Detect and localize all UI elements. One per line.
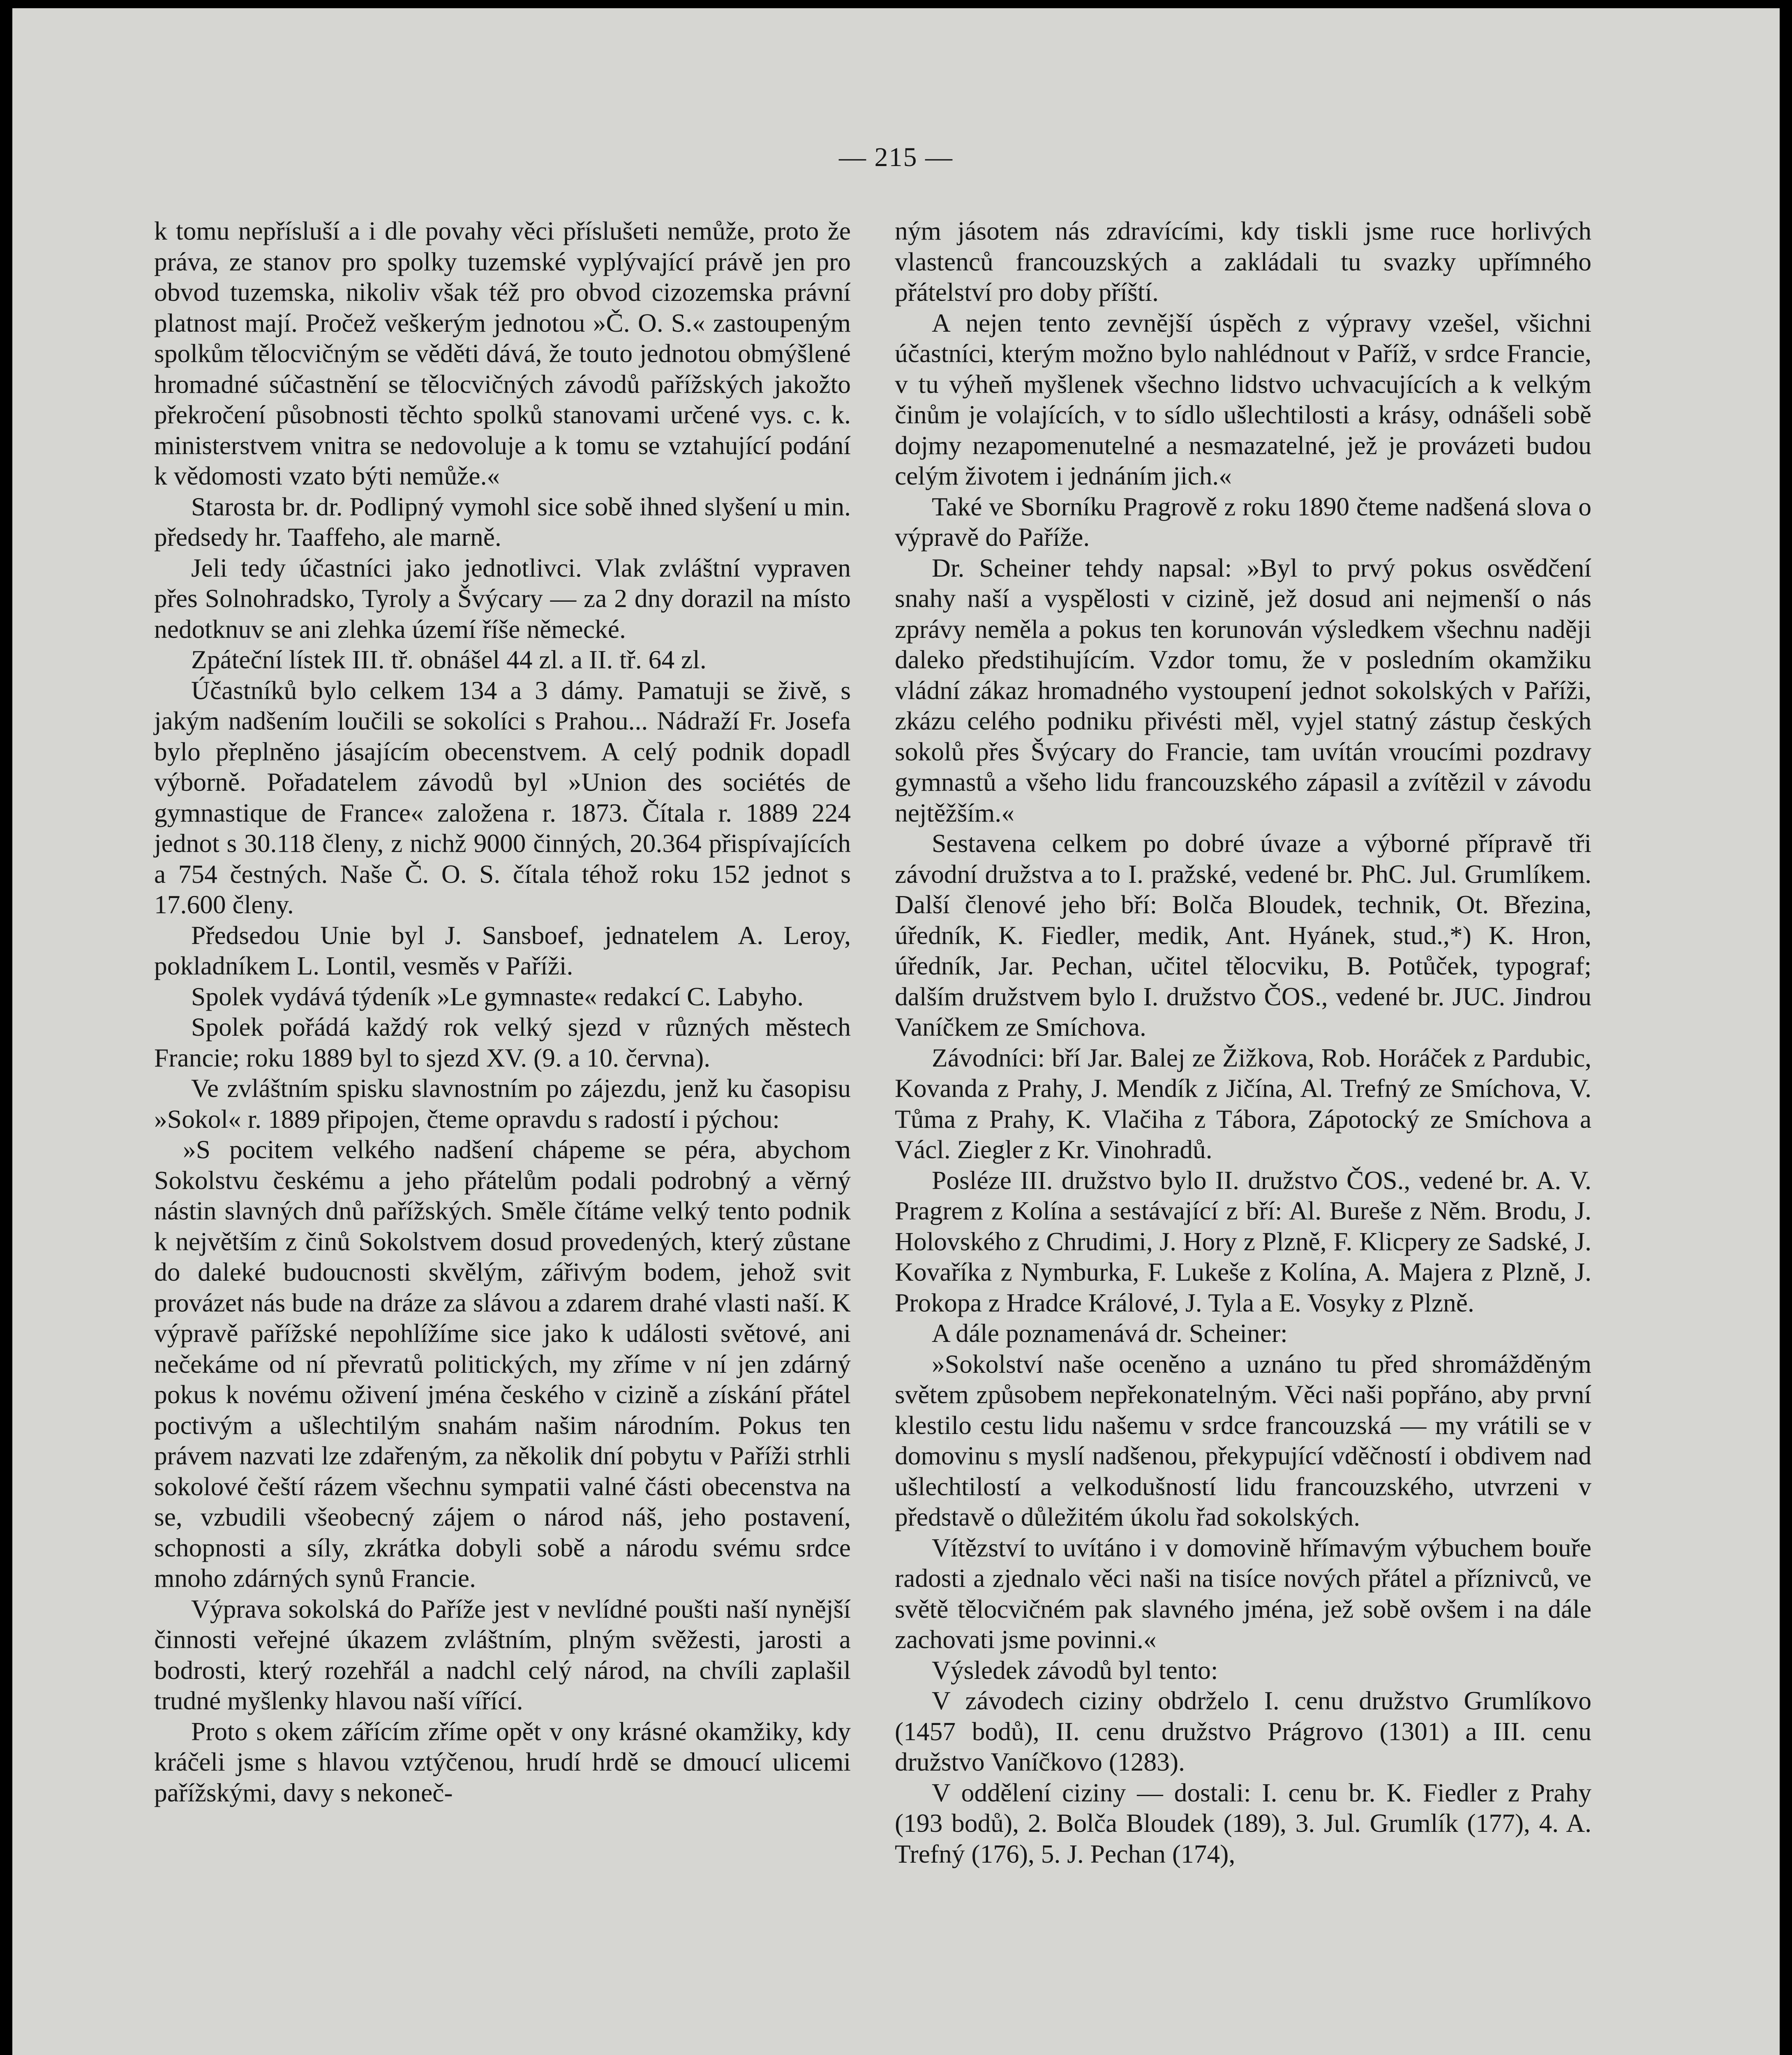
paragraph: Výsledek závodů byl tento:: [932, 1655, 1218, 1685]
left-column: [154, 216, 851, 1808]
quote-paragraph: »S pocitem velkého nadšení chápeme se péra, abychom Sokolstvu českému a jeho přátelům podali podrobný a věrný nástin slavných dnů pařížských. Směle čítáme velký tento podnik k největším z činů Sokolstvem dosud provedených, který zůstane do daleké budoucnosti skvělým, zářivým bodem, jehož svit provázet nás bude na dráze za slávou a zdarem drahé vlasti naší. K výpravě pařížské nepohlížíme sice jako k události světové, ani nečekáme od ní převratů politických, my zříme v ní jen zdárný pokus k novému oživení jména českého v cizině a získání přátel poctivým a ušlechtilým snahám našim národním. Pokus ten právem nazvati lze zdařeným, za několik dní pobytu v Paříži strhli sokolové čeští rázem všechnu sympatii valné části obecenstva na se, vzbudili všeobecný zájem o národ náš, jeho postavení, schopnosti a síly, zkrátka dobyli sobě a národu svému srdce mnoho zdárných synů Francie.: [154, 1135, 851, 1593]
paragraph: Předsedou Unie byl J. Sansboef, jednatelem A. Leroy, pokladníkem L. Lontil, vesměs v Paříži.: [154, 920, 851, 980]
paragraph: Starosta br. dr. Podlipný vymohl sice sobě ihned slyšení u min. předsedy hr. Taaffeho, ale marně.: [154, 492, 851, 552]
paragraph: V závodech ciziny obdrželo I. cenu družstvo Grumlíkovo (1457 bodů), II. cenu družstvo Prágrovo (1301) a III. cenu družstvo Vaníčkovo (1283).: [895, 1686, 1591, 1776]
paragraph: A dále poznamenává dr. Scheiner:: [932, 1318, 1288, 1348]
paragraph: k tomu nepřísluší a i dle povahy věci příslušeti nemůže, proto že práva, ze stanov pro spolky tuzemské vyplývající právě jen pro obvod tuzemska, nikoliv však též pro obvod cizozemska právní platnost mají. Pročež veškerým jednotou »Č. O. S.« zastoupeným spolkům tělocvičným se věděti dává, že touto jednotou obmýšlené hromadné súčastnění se tělocvičných závodů pařížských jakožto překročení působnosti těchto spolků stanovami určené vys. c. k. ministerstvem vnitra se nedovoluje a k tomu se vztahující podání k vědomosti vzato býti nemůže.«: [154, 216, 851, 490]
paragraph: A nejen tento zevnější úspěch z výpravy vzešel, všichni účastníci, kterým možno bylo nahlédnout v Paříž, v srdce Francie, v tu výheň myšlenek všechno lidstvo uchvacujících a k velkým činům je volajících, v to sídlo ušlechtilosti a krásy, odnášeli sobě dojmy nezapomenutelné a nesmazatelné, jež je provázeti budou celým životem i jednáním jich.«: [895, 308, 1591, 490]
book-page: [12, 8, 1780, 2055]
paragraph: Zpáteční lístek III. tř. obnášel 44 zl. a II. tř. 64 zl.: [191, 645, 707, 674]
paragraph: Proto s okem zářícím zříme opět v ony krásné okamžiky, kdy kráčeli jsme s hlavou vztýčenou, hrudí hrdě se dmoucí ulicemi pařížskými, davy s nekoneč-: [154, 1716, 851, 1807]
paragraph: ným jásotem nás zdravícími, kdy tiskli jsme ruce horlivých vlastenců francouzských a zakládali tu svazky upřímného přátelství pro doby příští.: [895, 216, 1591, 307]
paragraph: Také ve Sborníku Pragrově z roku 1890 čteme nadšená slova o výpravě do Paříže.: [895, 492, 1591, 552]
paragraph: Výprava sokolská do Paříže jest v nevlídné poušti naší nynější činnosti veřejné úkazem zvláštním, plným svěžesti, jarosti a bodrosti, který rozehřál a nadchl celý národ, na chvíli zaplašil trudné myšlenky hlavou naší vířící.: [154, 1594, 851, 1715]
paragraph: Sestavena celkem po dobré úvaze a výborné přípravě tři závodní družstva a to I. pražské, vedené br. PhC. Jul. Grumlíkem. Další členové jeho bří: Bolča Bloudek, technik, Ot. Březina, úředník, K. Fiedler, medik, Ant. Hyánek, stud.,*) K. Hron, úředník, Jar. Pechan, učitel tělocviku, B. Potůček, typograf; dalším družstvem bylo I. družstvo ČOS., vedené br. JUC. Jindrou Vaníčkem ze Smíchova.: [895, 829, 1591, 1041]
paragraph: Jeli tedy účastníci jako jednotlivci. Vlak zvláštní vypraven přes Solnohradsko, Tyroly a Švýcary — za 2 dny dorazil na místo nedotknuv se ani zlehka území říše německé.: [154, 553, 851, 644]
page-number: — 215 —: [839, 142, 953, 172]
paragraph: Spolek vydává týdeník »Le gymnaste« redakcí C. Labyho.: [191, 981, 804, 1011]
paragraph: »Sokolství naše oceněno a uznáno tu před shromážděným světem způsobem nepřekonatelným. Věci naši popřáno, aby první klestilo cestu lidu našemu v srdce francouzská — my vrátili se v domovinu s myslí nadšenou, překypující vděčností i obdivem nad ušlechtilostí a velkodušností lidu francouzského, utvrzeni v představě o důležitém úkolu řad sokolských.: [895, 1349, 1591, 1531]
right-column: [895, 216, 1591, 1869]
paragraph: Posléze III. družstvo bylo II. družstvo ČOS., vedené br. A. V. Pragrem z Kolína a sestávající z bří: Al. Bureše z Něm. Brodu, J. Holovského z Chrudimi, J. Hory z Plzně, F. Klicpery ze Sadské, J. Kovaříka z Nymburka, F. Lukeše z Kolína, A. Majera z Plzně, J. Prokopa z Hradce Králové, J. Tyla a E. Vosyky z Plzně.: [895, 1165, 1591, 1317]
paragraph: V oddělení ciziny — dostali: I. cenu br. K. Fiedler z Prahy (193 bodů), 2. Bolča Bloudek (189), 3. Jul. Grumlík (177), 4. A. Trefný (176), 5. J. Pechan (174),: [895, 1778, 1591, 1868]
paragraph: Účastníků bylo celkem 134 a 3 dámy. Pamatuji se živě, s jakým nadšením loučili se sokolíci s Prahou... Nádraží Fr. Josefa bylo přeplněno jásajícím obecenstvem. A celý podnik dopadl výborně. Pořadatelem závodů byl »Union des sociétés de gymnastique de France« založena r. 1873. Čítala r. 1889 224 jednot s 30.118 členy, z nichž 9000 činných, 20.364 přispívajících a 754 čestných. Naše Č. O. S. čítala téhož roku 152 jednot s 17.600 členy.: [154, 675, 851, 919]
paragraph: Závodníci: bří Jar. Balej ze Žižkova, Rob. Horáček z Pardubic, Kovanda z Prahy, J. Mendík z Jičína, Al. Trefný ze Smíchova, V. Tůma z Prahy, K. Vlačiha z Tábora, Zápotocký ze Smíchova a Václ. Ziegler z Kr. Vinohradů.: [895, 1043, 1591, 1164]
paragraph: Vítězství to uvítáno i v domovině hřímavým výbuchem bouře radosti a zjednalo věci naši na tisíce nových přátel a příznivců, ve světě tělocvičném pak slavného jména, jež sobě ovšem i na dále zachovati jsme povinni.«: [895, 1533, 1591, 1654]
paragraph: Dr. Scheiner tehdy napsal: »Byl to prvý pokus osvědčení snahy naší a vyspělosti v cizině, jež dosud ani nejmenší o nás zprávy neměla a pokus ten korunován výsledkem všechnu naději daleko předstihujícím. Vzdor tomu, že v posledním okamžiku vládní zákaz hromadného vystoupení jednot sokolských v Paříži, zkázu celého podniku přivésti měl, vyjel statný zástup českých sokolů přes Švýcary do Francie, tam uvítán vroucími pozdravy gymnastů a všeho lidu francouzského zápasil a zvítězil v závodu nejtěžším.«: [895, 553, 1591, 827]
paragraph: Spolek pořádá každý rok velký sjezd v různých městech Francie; roku 1889 byl to sjezd XV. (9. a 10. června).: [154, 1012, 851, 1072]
paragraph: Ve zvláštním spisku slavnostním po zájezdu, jenž ku časopisu »Sokol« r. 1889 připojen, čteme opravdu s radostí i pýchou:: [154, 1074, 851, 1134]
